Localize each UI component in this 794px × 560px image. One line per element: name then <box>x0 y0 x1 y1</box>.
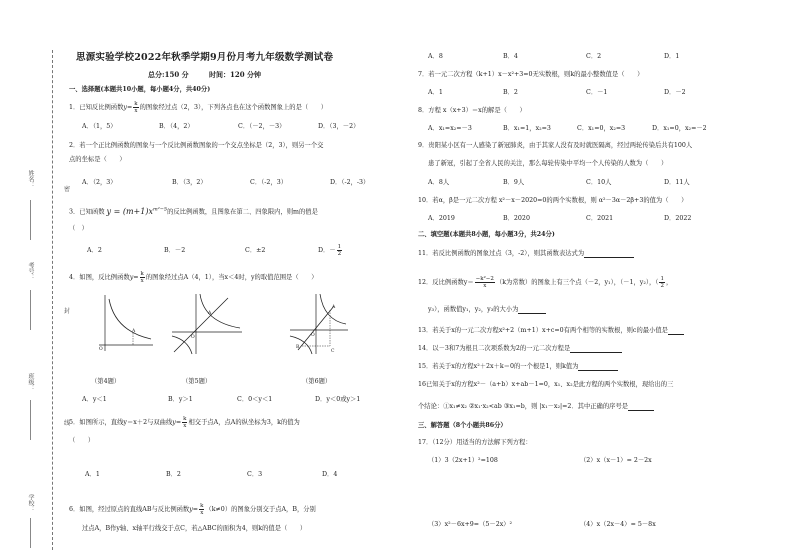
q6-line2: 过点A，B作y轴、x轴平行线交于点C，若△ABC的面积为4，则k的值是（ ） <box>82 525 307 532</box>
q16-line1: 16已知关于x的方程x²－（a+b）x+ab－1=0，x₁、x₂是此方程的两个实数根，现给出的三 <box>418 381 674 388</box>
q12-half: $\frac{1}{2}$ <box>660 276 664 289</box>
section-choice-heading: 一、选择题(本题共10小题，每小题4分，共40分) <box>69 86 211 93</box>
q17-item-3: （3）x²－6x+9=（5－2x）² <box>428 521 513 528</box>
q12-line2-text: y₃），函数值y₁，y₂，y₃的大小为 <box>428 306 519 313</box>
q13-text: 13．若关于x的一元二次方程x²+2（m+1）x+c=0有两个相等的实数根，则c的最小值是 <box>418 327 668 334</box>
q1-text-a: 1．已知反比例函数 <box>69 104 124 111</box>
q10-opt-d[interactable]: D．2022 <box>664 215 692 222</box>
q7-opt-b[interactable]: B．2 <box>503 89 518 96</box>
q3-line2: （ ） <box>69 225 88 232</box>
class-label: 班级： <box>27 373 34 391</box>
section-fill-heading: 二、填空题(本题共8小题，每小题3分，共24分) <box>418 231 555 238</box>
q5-opt-b[interactable]: B．2 <box>166 471 181 478</box>
svg-text:O: O <box>99 347 103 352</box>
q13-stem <box>418 328 684 335</box>
q1-opt-d[interactable]: D．（3，－2） <box>318 123 360 130</box>
q5-opt-a[interactable]: A．1 <box>85 471 100 478</box>
q14-stem <box>418 346 622 353</box>
q2-line2: 点的坐标是（ ） <box>69 156 126 163</box>
school-label: 学校： <box>27 494 34 512</box>
q4-text-b: 的图象经过点A（4，1），当x＜4时，y的取值范围是（ ） <box>145 274 318 281</box>
q17-stem: 17．（12分）用适当的方法解下列方程： <box>418 439 532 446</box>
q8-stem: 8．方程 x（x+3）＝x的解是（ ） <box>418 107 526 114</box>
q17-item-1: （1）3（2x+1）²=108 <box>428 457 498 464</box>
q5-text-a: 5．如图所示，直线y＝x＋2与双曲线 <box>69 419 173 426</box>
q3-formula: $y = (m+1)x^{m^2-5}$ <box>106 206 168 216</box>
q16-line2 <box>418 404 654 411</box>
q8-opt-b[interactable]: B．x₁=1，x₂=3 <box>503 125 551 132</box>
q6-stem: 6．如图，经过原点的直线AB与反比例函数y= $\frac{k}{x}$ （k≠0）的图象分别交于点A，B，分别 <box>69 503 316 516</box>
q12-text-a: 12．反比例函数y＝ <box>418 279 474 286</box>
exam-no-label: 考号： <box>27 262 34 280</box>
q1-opt-c[interactable]: C．（－2，－3） <box>238 123 286 130</box>
svg-text:O: O <box>311 333 315 338</box>
q9-opt-b[interactable]: B．9人 <box>503 179 525 186</box>
q16-line2-text: 个结论：①x₁≠x₂ ②x₁·x₂<ab ③x₁=b，则 |x₁－x₂|=2．其中正确的序号是 <box>418 403 629 410</box>
q14-answer-blank[interactable] <box>570 346 622 353</box>
q6-opt-a[interactable]: A．8 <box>428 53 443 60</box>
q1-fraction: $\frac{k}{x}$ <box>134 101 138 114</box>
svg-text:A: A <box>332 305 336 310</box>
mark-bind: 封 <box>64 308 71 315</box>
q10-opt-a[interactable]: A．2019 <box>428 215 455 222</box>
exam-time: 时间：120 分钟 <box>209 70 262 79</box>
q4-text-a: 4．如图，反比例函数 <box>69 274 130 281</box>
q6-opt-d[interactable]: D．1 <box>664 53 680 60</box>
q5-line2: （ ） <box>69 437 95 444</box>
q4-opt-c[interactable]: C．0＜y＜1 <box>237 396 273 403</box>
q3-opt-d-fraction: $\frac{1}{2}$ <box>337 244 342 257</box>
q4-fraction: $\frac{k}{x}$ <box>140 271 144 284</box>
q5-caption: （第5题） <box>182 378 212 385</box>
q11-answer-blank[interactable] <box>584 251 634 258</box>
q8-opt-d[interactable]: D．x₁=0，x₂=－2 <box>652 125 707 132</box>
q15-text: 15．若关于x的方程x²＋2x＋k＝0的一个根是1，则k值为 <box>418 363 579 370</box>
q3-text-b: 的反比例函数，且图象在第二、四象限内，则m的值是 <box>167 208 318 216</box>
mark-seal: 密 <box>64 186 71 193</box>
q7-opt-d[interactable]: D．－2 <box>664 89 686 96</box>
q2-opt-a[interactable]: A．（2，3） <box>82 179 117 186</box>
q15-stem <box>418 364 618 371</box>
q15-answer-blank[interactable] <box>578 364 618 371</box>
q14-text: 14．以－3和7为根且二次项系数为2的一元二次方程是 <box>418 345 571 352</box>
svg-text:C: C <box>331 349 335 354</box>
q2-opt-b[interactable]: B．（3，2） <box>172 179 207 186</box>
q3-opt-a[interactable]: A．2 <box>87 247 102 254</box>
total-score: 总分:150 分 <box>148 70 189 79</box>
q10-opt-b[interactable]: B．2020 <box>503 215 530 222</box>
q4-opt-d[interactable]: D．y＜0或y＞1 <box>315 396 361 403</box>
q11-text: 11．若反比例函数的图象过点（3，-2），则其函数表达式为 <box>418 250 585 257</box>
q17-item-4: （4）x（2x－4）= 5－8x <box>580 521 656 528</box>
q6-text-b: （k≠0）的图象分别交于点A，B，分别 <box>205 506 316 513</box>
q6-text-a: 6．如图，经过原点的直线AB与反比例函数 <box>69 506 190 513</box>
q7-stem: 7．若一元二次方程（k+1）x－x²+3=0无实数根，则k的最小整数值是（ ） <box>418 71 644 78</box>
q2-opt-c[interactable]: C．（-2，3） <box>250 179 287 186</box>
q7-opt-a[interactable]: A．1 <box>428 89 443 96</box>
q4-stem: 4．如图，反比例函数y= $\frac{k}{x}$ 的图象经过点A（4，1），当x＜4时，y的取值范围是（ ） <box>69 271 318 284</box>
q9-line1: 9．贵阳某小区有一人感染了新冠肺炎，由于其家人没有及时就医隔离，经过两轮传染后共有100人 <box>418 142 693 149</box>
q6-fraction: $\frac{k}{x}$ <box>200 503 204 516</box>
q5-stem: 5．如图所示，直线y＝x＋2与双曲线y= $\frac{k}{x}$ 相交于点A，点A的纵坐标为3，k的值为 <box>69 416 300 429</box>
q3-opt-d-label: D．－ <box>318 247 336 254</box>
q9-opt-a[interactable]: A．8人 <box>428 179 450 186</box>
q9-line2: 患了新冠，引起了全省人民的关注，那么每轮传染中平均一个人传染的人数为（ ） <box>428 160 668 167</box>
svg-text:A: A <box>132 329 136 334</box>
name-label: 姓名： <box>27 170 34 188</box>
q1-opt-a[interactable]: A．（1，5） <box>82 123 117 130</box>
section-solve-heading: 三、解答题（8个小题共86分） <box>418 422 507 429</box>
q5-opt-c[interactable]: C．3 <box>247 471 263 478</box>
svg-text:A: A <box>208 311 212 316</box>
mark-line: 线 <box>64 420 71 427</box>
svg-text:O: O <box>191 335 195 340</box>
q3-opt-c[interactable]: C．±2 <box>245 247 266 254</box>
q6-opt-c[interactable]: C．2 <box>586 53 602 60</box>
q12-answer-blank[interactable] <box>518 307 546 314</box>
q10-opt-c[interactable]: C．2021 <box>586 215 614 222</box>
q5-text-b: 相交于点A，点A的纵坐标为3，k的值为 <box>188 419 300 426</box>
q4-opt-b[interactable]: B．y＞1 <box>168 396 193 403</box>
q13-answer-blank[interactable] <box>668 328 684 335</box>
q3-opt-b[interactable]: B．－2 <box>164 247 186 254</box>
q12-line2 <box>428 307 546 314</box>
q1-opt-b[interactable]: B．（4，2） <box>159 123 194 130</box>
q11-stem <box>418 251 634 258</box>
q10-stem: 10．若α，β是一元二次方程 x²－x－2020=0的两个实数根，则 α²－3α－2β+3的值为（ ） <box>418 197 688 204</box>
q1-stem: 1．已知反比例函数y= $\frac{k}{x}$ 的图象经过点（2，3），下列各点也在这个函数图象上的是（ ） <box>69 101 328 114</box>
q9-opt-d[interactable]: D．11人 <box>664 179 690 186</box>
page-title: 思源实验学校2022年秋季学期9月份月考九年级数学测试卷 <box>76 52 334 63</box>
q2-line1: 2．若一个正比例函数的图象与一个反比例函数图象的一个交点坐标是（2，3），则另一个交 <box>69 142 324 149</box>
q1-text-b: 的图象经过点（2，3），下列各点也在这个函数图象上的是（ ） <box>139 104 328 111</box>
q6-caption: （第6题） <box>302 378 332 385</box>
q17-item-2: （2）x（x－1）= 2－2x <box>580 457 652 464</box>
q5-opt-d[interactable]: D．4 <box>322 471 338 478</box>
q3-text-a: 3．已知函数 <box>69 208 105 216</box>
q12-fraction: $\frac{\text{−k²−2}}{x}$ <box>475 276 494 289</box>
q9-opt-c[interactable]: C．10人 <box>586 179 612 186</box>
q12-stem: 12．反比例函数y＝ $\frac{\text{−k²−2}}{x}$ （k为常数）的图象上有三个点（－2，y₁），（－1，y₂），（ $\frac{1}{2}$ ， <box>418 276 673 289</box>
q6-opt-b[interactable]: B．4 <box>503 53 518 60</box>
q7-opt-c[interactable]: C．－1 <box>586 89 608 96</box>
q8-opt-a[interactable]: A．x₁=x₂=－3 <box>428 125 472 132</box>
svg-text:B: B <box>296 345 300 350</box>
q8-opt-c[interactable]: C．x₁=0，x₂=3 <box>577 125 626 132</box>
q2-opt-d[interactable]: D．（-2，-3） <box>330 179 370 186</box>
q16-answer-blank[interactable] <box>628 404 654 411</box>
q5-fraction: $\frac{k}{x}$ <box>183 416 187 429</box>
q4-caption: （第4题） <box>91 378 121 385</box>
q12-text-b: （k为常数）的图象上有三个点（－2，y₁），（－1，y₂），（ <box>495 279 659 286</box>
q4-opt-a[interactable]: A．y＜1 <box>82 396 107 403</box>
